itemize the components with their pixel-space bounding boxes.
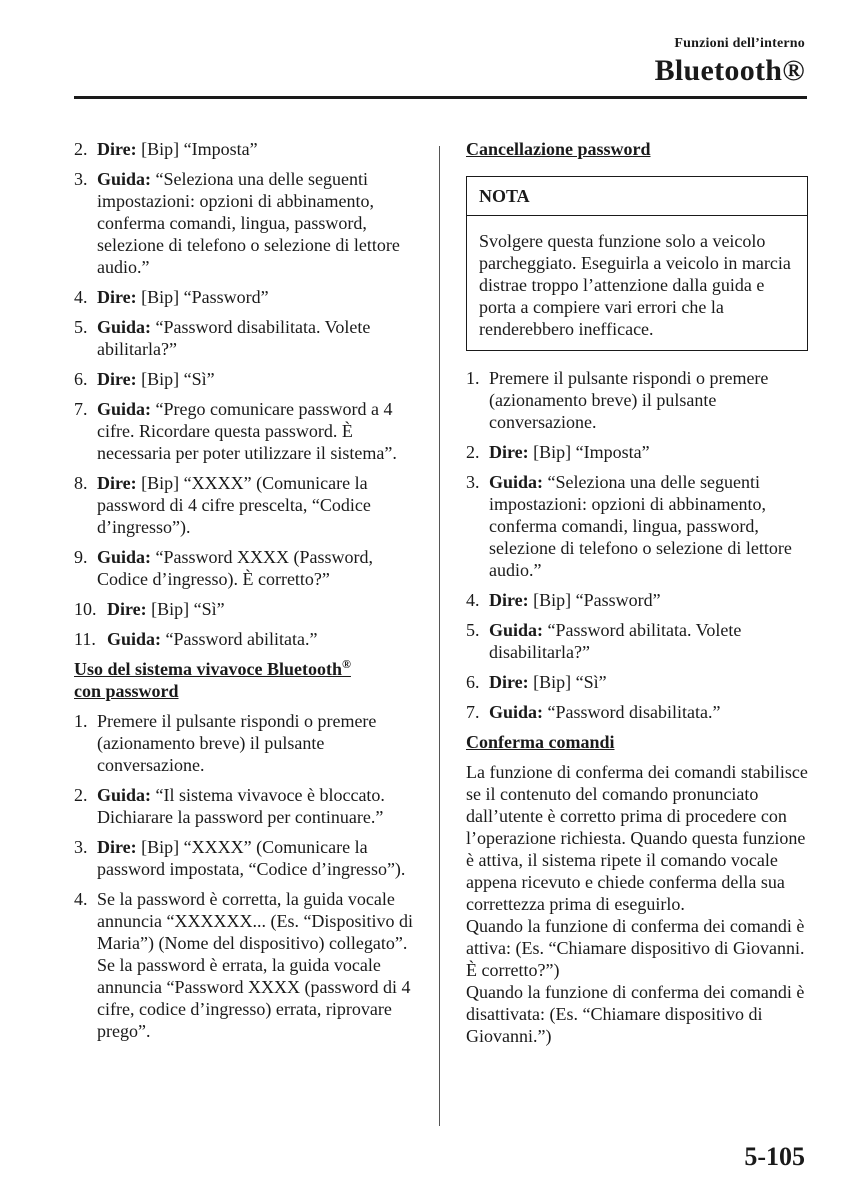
step-body: “Password abilitata.” [161,629,318,649]
step-label: Guida: [97,785,152,805]
step-number: 9. [74,547,88,567]
step-text [97,168,419,278]
note-box [466,176,808,351]
list-item [74,628,419,650]
step-number: 3. [74,169,88,189]
step-body: [Bip] “XXXX” (Comunicare la password di 4 cifre prescelta, “Codice d’ingresso”). [97,473,371,537]
step-label: Guida: [489,472,544,492]
section-header: Funzioni dell’interno [674,36,805,51]
step-body: Se la password è corretta, la guida vocale annuncia “XXXXXX... (Es. “Dispositivo di Maria”) (Nome del dispositivo) collegato”. Se la password è errata, la guida vocale annuncia “Password XXXX (password di 4 cifre, codice d’ingresso) errata, riprovare prego”. [97,889,413,1041]
list-item [466,589,808,611]
step-number: 4. [74,287,88,307]
step-body: “Seleziona una delle seguenti impostazioni: opzioni di abbinamento, conferma comandi, lingua, password, selezione di telefono o selezione di lettore audio.” [97,169,400,277]
step-text [489,441,808,463]
note-title: NOTA [467,177,807,216]
list-item [74,472,419,538]
step-number: 4. [74,889,88,909]
list-item [466,701,808,723]
step-number: 3. [466,472,480,492]
step-number: 5. [74,317,88,337]
step-number: 7. [466,702,480,722]
step-body: [Bip] “Imposta” [528,442,650,462]
list-item [74,398,419,464]
paragraph-confirm-on-example: Quando la funzione di conferma dei comandi è attiva: (Es. “Chiamare dispositivo di Giovanni. È corretto?”) [466,916,805,980]
note-body: Svolgere questa funzione solo a veicolo parcheggiato. Eseguirla a veicolo in marcia distrae troppo l’attenzione dalla guida e porta a compiere vari errori che la renderebbero inefficace. [479,231,791,339]
step-label: Guida: [97,317,152,337]
step-body: [Bip] “Password” [528,590,661,610]
step-text [97,888,419,1042]
step-text [97,316,419,360]
list-item [74,138,419,160]
step-text [489,367,808,433]
registered-mark: ® [341,657,351,671]
list-item [74,784,419,828]
step-number: 2. [74,785,88,805]
step-text [97,546,419,590]
subheading-line-1: Uso del sistema vivavoce Bluetooth [74,659,342,679]
step-label: Dire: [97,473,137,493]
step-text [107,598,419,620]
list-item [74,316,419,360]
page-title: Bluetooth® [654,54,805,87]
step-body: “Password abilitata. Volete disabilitarla?” [489,620,742,662]
list-item [74,710,419,776]
list-item [466,671,808,693]
list-item [74,286,419,308]
list-item [466,471,808,581]
step-number: 1. [466,368,480,388]
step-number: 1. [74,711,88,731]
left-column [74,138,419,1050]
step-label: Dire: [489,442,529,462]
list-item [74,836,419,880]
subheading-line-2: con password [74,681,179,701]
step-body: [Bip] “XXXX” (Comunicare la password impostata, “Codice d’ingresso”). [97,837,406,879]
list-item [74,598,419,620]
step-body: [Bip] “Password” [136,287,269,307]
step-body: [Bip] “Sì” [528,672,607,692]
step-text [489,589,808,611]
step-text [97,784,419,828]
step-body: Premere il pulsante rispondi o premere (azionamento breve) il pulsante conversazione. [489,368,769,432]
step-label: Dire: [97,369,137,389]
list-item [74,168,419,278]
step-list-cancel [466,367,808,723]
step-label: Guida: [489,702,544,722]
step-text [489,671,808,693]
step-number: 2. [466,442,480,462]
step-number: 3. [74,837,88,857]
page-number: 5-105 [744,1142,805,1171]
step-text [97,472,419,538]
step-label: Dire: [489,672,529,692]
step-body: “Seleziona una delle seguenti impostazioni: opzioni di abbinamento, conferma comandi, lingua, password, selezione di telefono o selezione di lettore audio.” [489,472,792,580]
step-body: Premere il pulsante rispondi o premere (azionamento breve) il pulsante conversazione. [97,711,377,775]
step-label: Dire: [107,599,147,619]
list-item [74,546,419,590]
step-number: 6. [74,369,88,389]
step-body: “Password disabilitata.” [543,702,721,722]
list-item [74,888,419,1042]
step-text [97,710,419,776]
step-number: 8. [74,473,88,493]
step-number: 4. [466,590,480,610]
step-text [489,701,808,723]
step-label: Guida: [107,629,162,649]
list-item [74,368,419,390]
step-text [489,471,808,581]
step-label: Dire: [489,590,529,610]
step-list-setup [74,138,419,650]
paragraph-confirm-off-example: Quando la funzione di conferma dei comandi è disattivata: (Es. “Chiamare dispositivo di Giovanni.”) [466,982,805,1046]
step-number: 7. [74,399,88,419]
subheading-password-cancel: Cancellazione password [466,139,651,159]
list-item [466,619,808,663]
step-label: Guida: [97,169,152,189]
step-number: 5. [466,620,480,640]
column-divider [439,146,440,1126]
step-text [97,836,419,880]
step-body: “Password disabilitata. Volete abilitarla?” [97,317,371,359]
step-number: 11. [74,629,96,649]
step-body: [Bip] “Sì” [136,369,215,389]
step-text [97,368,419,390]
step-list-handsfree [74,710,419,1042]
header-rule [74,96,807,99]
list-item [466,441,808,463]
step-number: 6. [466,672,480,692]
step-number: 10. [74,599,97,619]
list-item [466,367,808,433]
step-text [97,286,419,308]
step-label: Guida: [97,547,152,567]
step-label: Dire: [97,287,137,307]
step-text [97,138,419,160]
right-column [466,138,808,1047]
step-text [107,628,419,650]
paragraph-command-confirm: La funzione di conferma dei comandi stabilisce se il contenuto del comando pronunciato dall’utente è corretto prima di procedere con l’operazione richiesta. Quando questa funzione è attiva, il sistema ripete il comando vocale appena ricevuto e chiede conferma della sua correttezza prima di eseguirlo. [466,762,808,914]
step-number: 2. [74,139,88,159]
step-text [489,619,808,663]
step-label: Guida: [489,620,544,640]
step-text [97,398,419,464]
step-label: Dire: [97,837,137,857]
step-body: “Prego comunicare password a 4 cifre. Ricordare questa password. È necessaria per poter utilizzare il sistema”. [97,399,397,463]
step-body: [Bip] “Sì” [146,599,225,619]
step-label: Guida: [97,399,152,419]
step-label: Dire: [97,139,137,159]
step-body: “Il sistema vivavoce è bloccato. Dichiarare la password per continuare.” [97,785,385,827]
step-body: [Bip] “Imposta” [136,139,258,159]
subheading-command-confirm: Conferma comandi [466,732,615,752]
step-body: “Password XXXX (Password, Codice d’ingresso). È corretto?” [97,547,374,589]
subheading-handsfree-password [74,658,419,702]
